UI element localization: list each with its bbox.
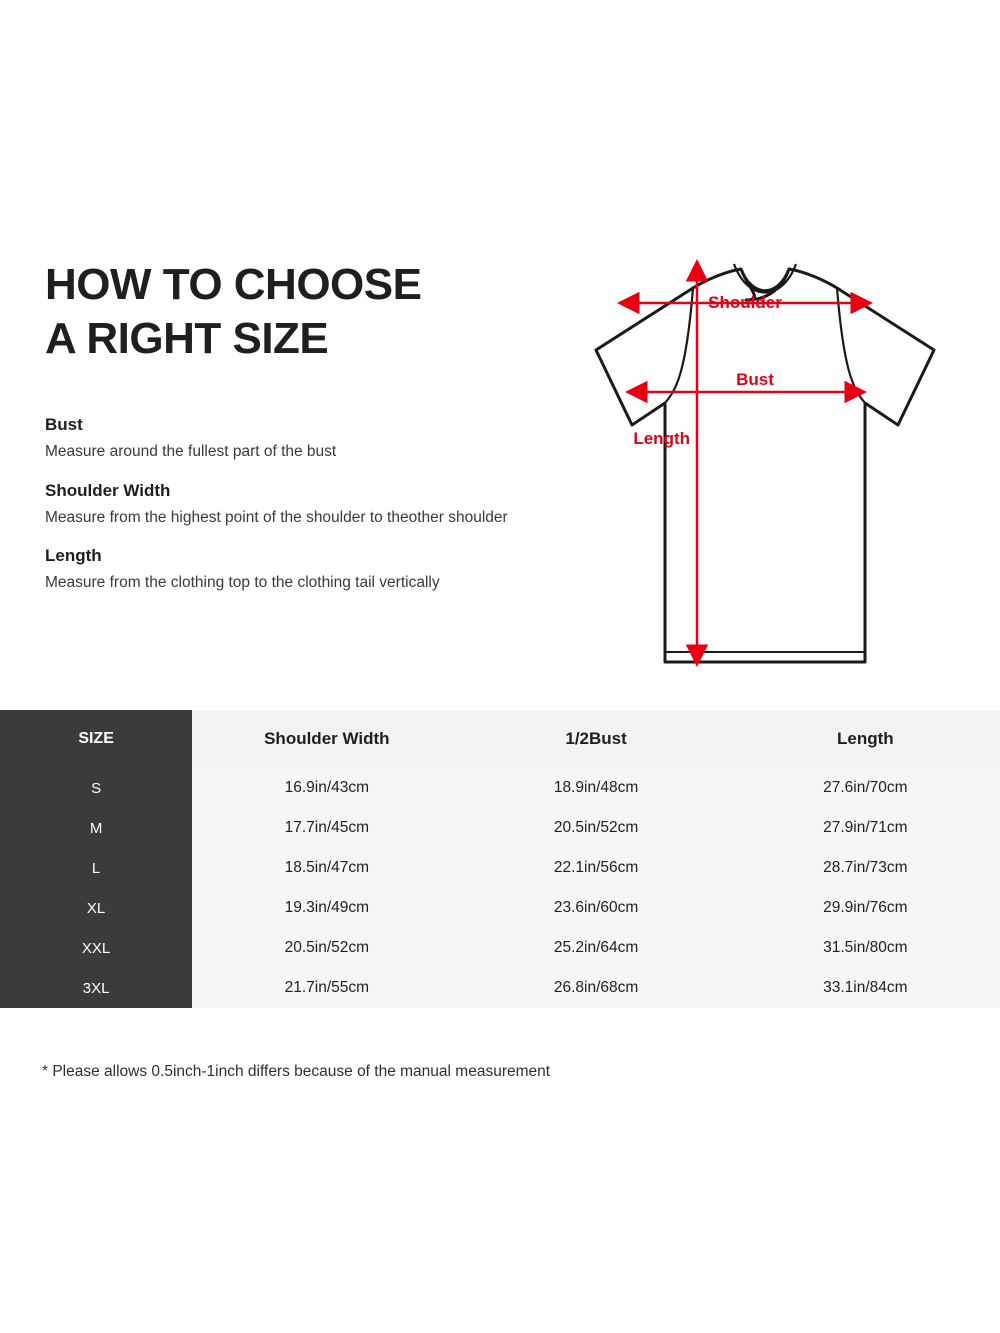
definition-bust-body: Measure around the fullest part of the bust	[45, 443, 337, 460]
cell-bust: 18.9in/48cm	[461, 768, 730, 808]
tshirt-outline	[596, 264, 934, 662]
page-title-line-1: HOW TO CHOOSE	[45, 260, 422, 309]
header-shoulder-width: Shoulder Width	[192, 710, 461, 768]
shoulder-label: Shoulder	[708, 293, 782, 312]
header-size: SIZE	[0, 710, 192, 768]
cell-shoulder: 20.5in/52cm	[192, 928, 461, 968]
cell-size: L	[0, 848, 192, 888]
cell-bust: 20.5in/52cm	[461, 808, 730, 848]
table-row	[0, 888, 1000, 928]
table-row	[0, 848, 1000, 888]
measurement-footnote: * Please allows 0.5inch-1inch differs because of the manual measurement	[42, 1063, 551, 1080]
cell-size: XL	[0, 888, 192, 928]
table-row	[0, 808, 1000, 848]
cell-bust: 23.6in/60cm	[461, 888, 730, 928]
cell-size: S	[0, 768, 192, 808]
cell-bust: 26.8in/68cm	[461, 968, 730, 1008]
cell-shoulder: 19.3in/49cm	[192, 888, 461, 928]
size-table-wrapper	[0, 710, 1000, 1030]
cell-bust: 25.2in/64cm	[461, 928, 730, 968]
cell-length: 29.9in/76cm	[731, 888, 1000, 928]
header-half-bust: 1/2Bust	[461, 710, 730, 768]
cell-length: 27.9in/71cm	[731, 808, 1000, 848]
measurement-definitions	[45, 415, 515, 612]
definition-length	[45, 546, 515, 594]
cell-length: 28.7in/73cm	[731, 848, 1000, 888]
table-row	[0, 968, 1000, 1008]
definition-length-title: Length	[45, 546, 102, 566]
table-header-row	[0, 710, 1000, 768]
definition-shoulder-width-title: Shoulder Width	[45, 480, 171, 500]
length-label: Length	[633, 429, 690, 448]
bust-label: Bust	[736, 370, 774, 389]
header-length: Length	[731, 710, 1000, 768]
table-row	[0, 928, 1000, 968]
size-table	[0, 710, 1000, 1008]
definition-bust-title: Bust	[45, 415, 83, 434]
table-row	[0, 768, 1000, 808]
cell-bust: 22.1in/56cm	[461, 848, 730, 888]
cell-length: 27.6in/70cm	[731, 768, 1000, 808]
definition-bust	[45, 415, 515, 463]
cell-size: 3XL	[0, 968, 192, 1008]
definition-length-body: Measure from the clothing top to the clothing tail vertically	[45, 574, 440, 592]
cell-shoulder: 17.7in/45cm	[192, 808, 461, 848]
cell-shoulder: 21.7in/55cm	[192, 968, 461, 1008]
cell-shoulder: 16.9in/43cm	[192, 768, 461, 808]
tshirt-measurement-diagram	[510, 240, 980, 690]
page-title	[45, 258, 515, 365]
cell-length: 33.1in/84cm	[731, 968, 1000, 1008]
definition-shoulder-width-body: Measure from the highest point of the shoulder to theother shoulder	[45, 508, 508, 526]
cell-shoulder: 18.5in/47cm	[192, 848, 461, 888]
page-title-line-2: A RIGHT SIZE	[45, 313, 329, 363]
definition-shoulder-width	[45, 481, 515, 529]
cell-size: M	[0, 808, 192, 848]
cell-length: 31.5in/80cm	[731, 928, 1000, 968]
cell-size: XXL	[0, 928, 192, 968]
